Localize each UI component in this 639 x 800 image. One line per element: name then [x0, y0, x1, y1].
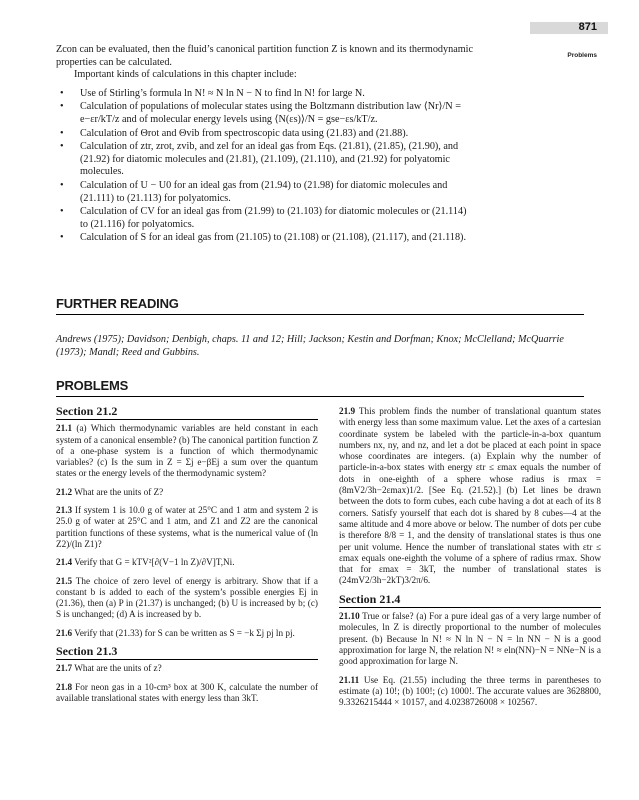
problem-text: (a) Which thermodynamic variables are held constant in each system of a canonical ensemble? (b) The canonical partition function Z of a one-phase system is a function of which thermodynamic variables? (c) Is the sum in Z = Σj e−βEj a sum over the quantum states or the energy levels of the thermodynamic system?	[56, 423, 318, 479]
section-heading: Section 21.2	[56, 406, 318, 420]
problem-item	[56, 487, 318, 498]
problem-text: What are the units of Z?	[74, 486, 164, 497]
problem-number: 21.10	[339, 611, 360, 622]
summary-bullet-item: • Calculation of populations of molecular states using the Boltzmann distribution law ⟨Nr⟩/N = e−εr/kT/z and of molecular energy levels using ⟨N(εs)⟩/N = gse−εs/kT/z.	[56, 101, 474, 126]
problem-text: True or false? (a) For a pure ideal gas of a very large number of molecules, ln Z is directly proportional to the number of molecules present. (b) Because ln N! ≈ N ln N − N = ln NN − N is a good approximation for large N, the relation N! ≈ eln(NN)−N = NNe−N is a good approximation for large N.	[339, 611, 601, 667]
problem-text: Use Eq. (21.55) including the three terms in parentheses to estimate (a) 10!; (b) 100!; (c) 1000!. The accurate values are 3628800, 9.3326215444 × 10157, and 4.0238726008 × 102567.	[339, 674, 601, 708]
summary-bullet-item: • Calculation of S for an ideal gas from (21.105) to (21.108) or (21.108), (21.117), and (21.118).	[56, 232, 474, 245]
summary-bullet-item: • Calculation of ztr, zrot, zvib, and zel for an ideal gas from Eqs. (21.81), (21.85), (21.90), and (21.92) for diatomic molecules and (21.81), (21.109), (21.110), and (21.92) for polyatomic molecules.	[56, 141, 474, 179]
problems-left-column	[56, 406, 318, 711]
intro-line-1: Zcon can be evaluated, then the fluid’s canonical partition function Z is known and its thermodynamic properties can be calculated.	[56, 44, 474, 68]
problem-item	[56, 557, 318, 568]
problem-number: 21.5	[56, 575, 73, 586]
problem-item	[339, 675, 601, 709]
problem-item	[339, 406, 601, 587]
section-heading: Section 21.3	[56, 646, 318, 660]
problem-text: This problem finds the number of translational quantum states with energy less than some maximum value. Let the axes of a cartesian coordinate system be labeled with the particle-in-a-box quantum numbers nx, ny, and nz, and let a dot be placed at each point in space whose coordinates are integers. (a) Explain why the number of particle-in-a-box states with energy εtr ≤ εmax equals the number of dots in one-eighth of a sphere whose radius is rmax = (8mV2/3h−2εmax)1/2. [See Eq. (21.52).] (b) Let lines be drawn between the dots to form cubes, each cube having a dot at each of its 8 corners. Satisfy yourself that each dot is shared by 8 cubes—4 at the same altitude and 4 more above or below. The number of dots per cube is therefore 8/8 = 1, and the density of translational states is thus one per unit volume. Hence the number of translational states with εtr ≤ εmax equals one-eighth the volume of a sphere of radius rmax. Show that for εmax = 3kT, the number of translational states is (24mV2/3h−2kT)3/2π/6.	[339, 406, 601, 586]
problem-number: 21.2	[56, 486, 73, 497]
problem-item	[56, 663, 318, 674]
summary-bullet-item: • Use of Stirling’s formula ln N! ≈ N ln N − N to find ln N! for large N.	[56, 88, 474, 101]
problem-text: What are the units of z?	[74, 663, 162, 674]
problems-right-column	[339, 406, 601, 715]
summary-bullet-item: • Calculation of Θrot and Θvib from spectroscopic data using (21.83) and (21.88).	[56, 128, 474, 141]
summary-bullet-item: • Calculation of CV for an ideal gas from (21.99) to (21.103) for diatomic molecules or (21.114) to (21.116) for polyatomics.	[56, 206, 474, 231]
problem-text: Verify that G = kTV²[∂(V−1 ln Z)/∂V]T,Ni.	[74, 557, 235, 568]
problem-item	[56, 682, 318, 705]
problem-text: If system 1 is 10.0 g of water at 25°C and 1 atm and system 2 is 25.0 g of water at 25°C and 1 atm, and Z1 and Z2 are the canonical partition functions of these systems, what is the numerical value of (ln Z2)/(ln Z1)?	[56, 505, 318, 549]
problem-item	[56, 505, 318, 550]
summary-bullet-item: • Calculation of U − U0 for an ideal gas from (21.94) to (21.98) for diatomic molecules and (21.111) to (21.113) for polyatomics.	[56, 180, 474, 205]
section-heading: Section 21.4	[339, 594, 601, 608]
problem-text: Verify that (21.33) for S can be written as S = −k Σj pj ln pj.	[74, 627, 295, 638]
problem-number: 21.4	[56, 557, 73, 568]
problems-heading: PROBLEMS	[56, 378, 584, 397]
problem-number: 21.11	[339, 674, 360, 685]
problem-number: 21.7	[56, 663, 73, 674]
problem-item	[56, 423, 318, 479]
running-title: Problems	[567, 52, 597, 59]
intro-line-2: Important kinds of calculations in this chapter include:	[74, 69, 297, 81]
problem-number: 21.3	[56, 505, 73, 516]
problem-text: The choice of zero level of energy is arbitrary. Show that if a constant b is added to each of the system’s possible energies Ej in (21.36), then (a) P in (21.37) is unchanged; (b) U is increased by b; (c) S is unchanged; (d) A is increased by b.	[56, 575, 318, 620]
problem-text: For neon gas in a 10-cm³ box at 300 K, calculate the number of available translational states with energy less than 3kT.	[56, 681, 319, 703]
problem-item	[339, 611, 601, 667]
problem-number: 21.1	[56, 423, 73, 434]
further-reading-heading: FURTHER READING	[56, 296, 584, 315]
summary-bullet-list	[56, 88, 474, 245]
problem-item	[56, 628, 318, 639]
further-reading-text: Andrews (1975); Davidson; Denbigh, chaps. 11 and 12; Hill; Jackson; Kestin and Dorfman; Knox; McClelland; McQuarrie (1973); Mandl; Reed and Gubbins.	[56, 334, 564, 358]
problem-number: 21.9	[339, 406, 356, 416]
problem-number: 21.8	[56, 681, 73, 692]
problem-number: 21.6	[56, 627, 73, 638]
page-number: 871	[578, 21, 597, 33]
intro-block	[56, 44, 474, 246]
problem-item	[56, 576, 318, 621]
